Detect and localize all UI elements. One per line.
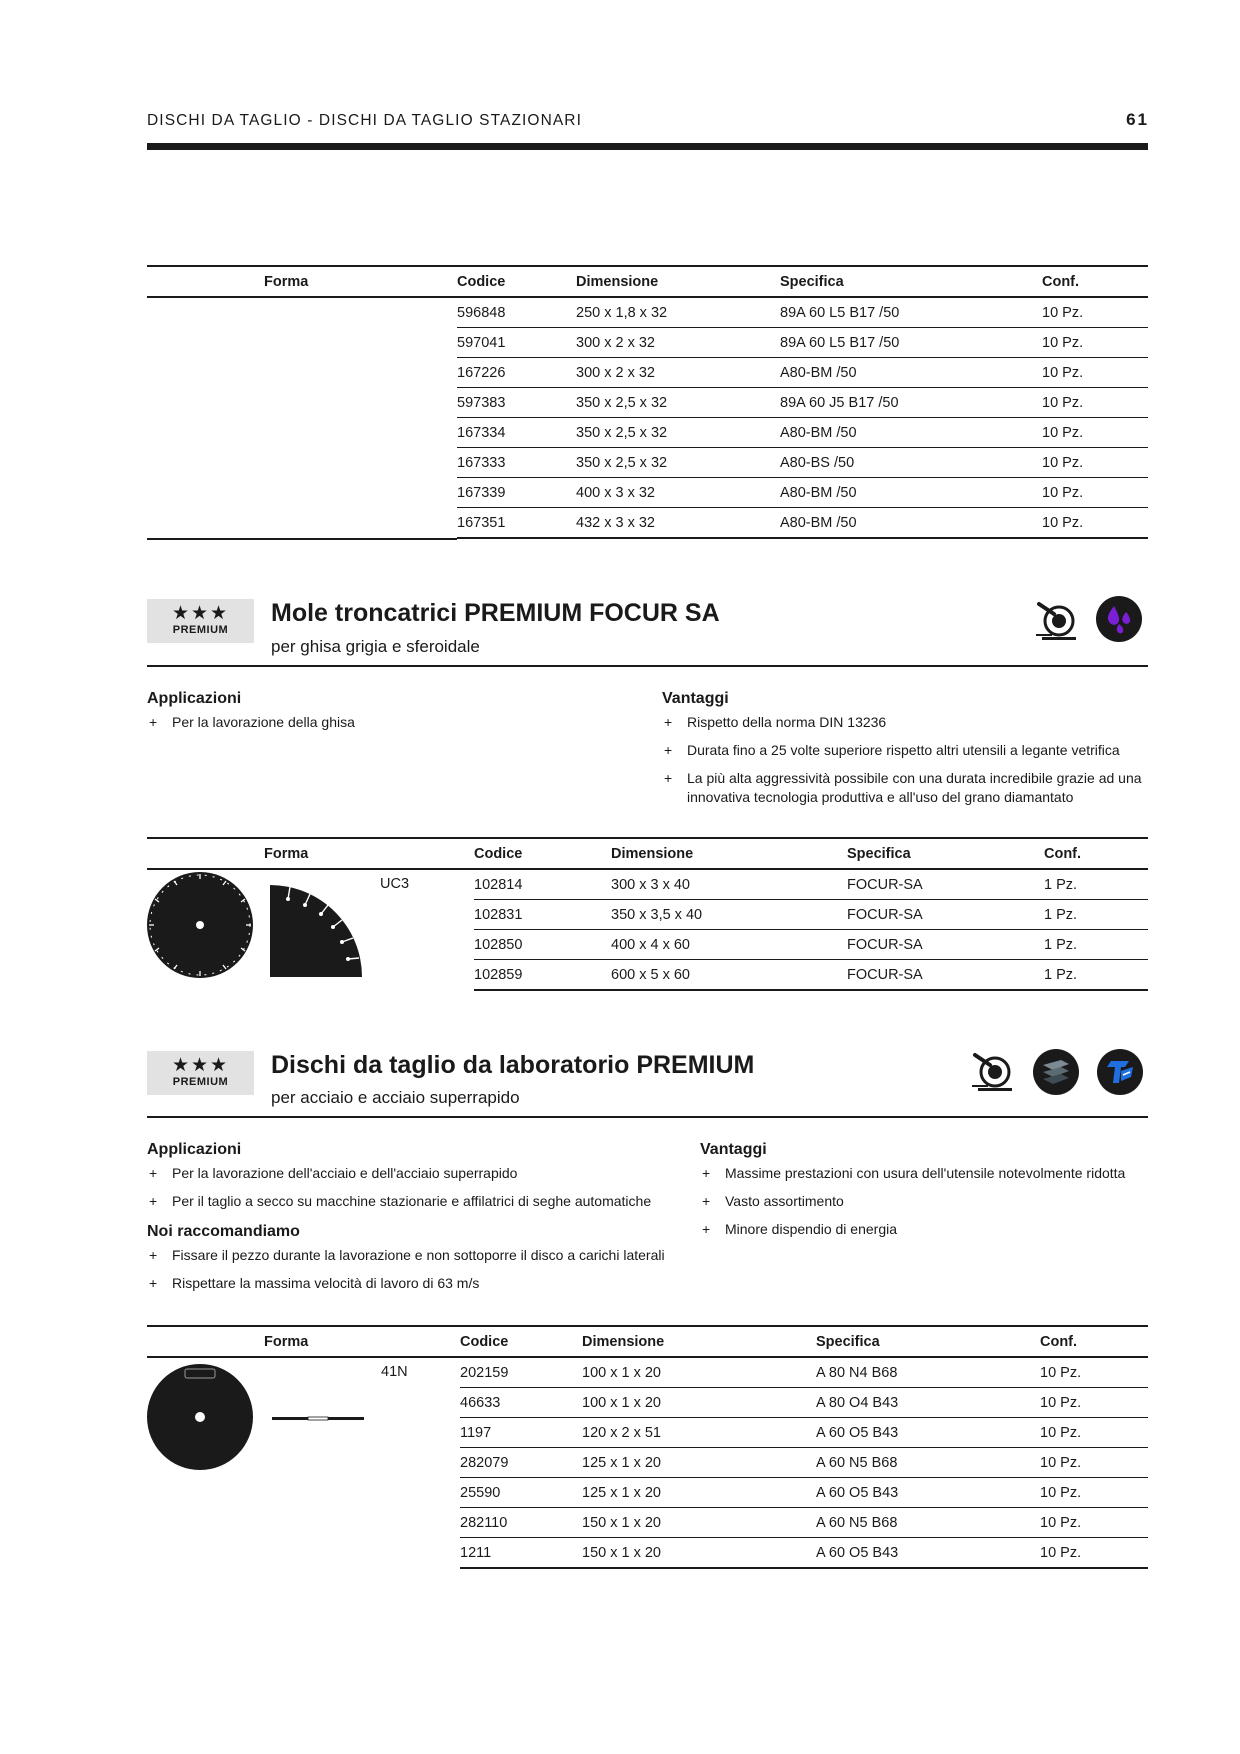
forma-cell <box>147 1357 460 1568</box>
specifica-cell: FOCUR-SA <box>847 900 1044 930</box>
conf-cell: 10 Pz. <box>1042 478 1148 508</box>
specifica-cell: A80-BM /50 <box>780 358 1042 388</box>
specifica-cell: FOCUR-SA <box>847 960 1044 991</box>
specifica-cell: A 80 O4 B43 <box>816 1388 1040 1418</box>
specifica-cell: A 60 O5 B43 <box>816 1478 1040 1508</box>
list-item: + Fissare il pezzo durante la lavorazione e non sottoporre il disco a carichi laterali <box>147 1246 687 1265</box>
badge-label: PREMIUM <box>172 624 229 636</box>
col-codice: Codice <box>474 838 611 869</box>
applicazioni-heading: Applicazioni <box>147 1141 242 1158</box>
dimensione-cell: 300 x 2 x 32 <box>576 358 780 388</box>
dimensione-cell: 350 x 2,5 x 32 <box>576 418 780 448</box>
codice-cell: 102831 <box>474 900 611 930</box>
star-icon: ★★★ <box>171 1055 230 1076</box>
applicazioni-list <box>147 1164 687 1220</box>
dimensione-cell: 400 x 3 x 32 <box>576 478 780 508</box>
list-item: + La più alta aggressività possibile con una durata incredibile grazie ad una innovativa tecnologia produttiva e all'uso del grano diamantato <box>662 769 1148 807</box>
conf-cell: 1 Pz. <box>1044 930 1148 960</box>
dimensione-cell: 100 x 1 x 20 <box>582 1388 816 1418</box>
table-header-row <box>147 1326 1148 1357</box>
dimensione-cell: 250 x 1,8 x 32 <box>576 297 780 328</box>
raccomandiamo-heading: Noi raccomandiamo <box>147 1223 300 1240</box>
dimensione-cell: 600 x 5 x 60 <box>611 960 847 991</box>
stationary-cutoff-machine-icon <box>970 1051 1016 1100</box>
product-table-2 <box>147 837 1148 991</box>
cast-iron-drops-icon <box>1096 596 1142 642</box>
applicazioni-heading: Applicazioni <box>147 690 242 707</box>
conf-cell: 10 Pz. <box>1040 1478 1148 1508</box>
conf-cell: 1 Pz. <box>1044 900 1148 930</box>
dimensione-cell: 125 x 1 x 20 <box>582 1448 816 1478</box>
col-specifica: Specifica <box>816 1326 1040 1357</box>
conf-cell: 10 Pz. <box>1042 388 1148 418</box>
star-icon: ★★★ <box>171 603 230 624</box>
specifica-cell: FOCUR-SA <box>847 930 1044 960</box>
col-forma: Forma <box>147 266 457 297</box>
dimensione-cell: 400 x 4 x 60 <box>611 930 847 960</box>
conf-cell: 10 Pz. <box>1042 418 1148 448</box>
list-item: + Per la lavorazione della ghisa <box>147 713 627 732</box>
table-row <box>147 1357 1148 1388</box>
col-dimensione: Dimensione <box>576 266 780 297</box>
list-item: + Per la lavorazione dell'acciaio e dell'acciaio superrapido <box>147 1164 687 1183</box>
col-dimensione: Dimensione <box>611 838 847 869</box>
codice-cell: 597383 <box>457 388 576 418</box>
conf-cell: 10 Pz. <box>1042 448 1148 478</box>
vantaggi-list <box>700 1164 1148 1248</box>
conf-cell: 10 Pz. <box>1040 1448 1148 1478</box>
codice-cell: 167226 <box>457 358 576 388</box>
dimensione-cell: 150 x 1 x 20 <box>582 1538 816 1569</box>
codice-cell: 596848 <box>457 297 576 328</box>
col-forma: Forma <box>147 838 474 869</box>
shape-code: 41N <box>381 1364 408 1380</box>
conf-cell: 10 Pz. <box>1040 1538 1148 1569</box>
conf-cell: 10 Pz. <box>1042 297 1148 328</box>
section-rule <box>147 1116 1148 1118</box>
product-table-1 <box>147 265 1148 539</box>
dimensione-cell: 300 x 2 x 32 <box>576 328 780 358</box>
col-codice: Codice <box>460 1326 582 1357</box>
codice-cell: 167334 <box>457 418 576 448</box>
table-header-row <box>147 838 1148 869</box>
codice-cell: 597041 <box>457 328 576 358</box>
dimensione-cell: 432 x 3 x 32 <box>576 508 780 539</box>
codice-cell: 1197 <box>460 1418 582 1448</box>
applicazioni-list <box>147 713 627 741</box>
badge-label: PREMIUM <box>172 1076 229 1088</box>
section-rule <box>147 665 1148 667</box>
dimensione-cell: 100 x 1 x 20 <box>582 1357 816 1388</box>
premium-badge <box>147 1051 254 1095</box>
specifica-cell: A80-BM /50 <box>780 478 1042 508</box>
codice-cell: 102850 <box>474 930 611 960</box>
list-item: + Rispettare la massima velocità di lavoro di 63 m/s <box>147 1274 687 1293</box>
specifica-cell: A80-BS /50 <box>780 448 1042 478</box>
codice-cell: 46633 <box>460 1388 582 1418</box>
section-title: Mole troncatrici PREMIUM FOCUR SA <box>271 599 720 627</box>
conf-cell: 10 Pz. <box>1042 508 1148 539</box>
list-item: + Durata fino a 25 volte superiore rispetto altri utensili a legante vetrifica <box>662 741 1148 760</box>
conf-cell: 10 Pz. <box>1042 328 1148 358</box>
col-conf: Conf. <box>1042 266 1148 297</box>
specifica-cell: FOCUR-SA <box>847 869 1044 900</box>
codice-cell: 167333 <box>457 448 576 478</box>
col-codice: Codice <box>457 266 576 297</box>
page-header-title: DISCHI DA TAGLIO - DISCHI DA TAGLIO STAZIONARI <box>147 112 583 129</box>
codice-cell: 1211 <box>460 1538 582 1569</box>
conf-cell: 10 Pz. <box>1042 358 1148 388</box>
dimensione-cell: 120 x 2 x 51 <box>582 1418 816 1448</box>
col-dimensione: Dimensione <box>582 1326 816 1357</box>
specifica-cell: A80-BM /50 <box>780 508 1042 539</box>
section-title: Dischi da taglio da laboratorio PREMIUM <box>271 1051 755 1079</box>
codice-cell: 202159 <box>460 1357 582 1388</box>
list-item: + Minore dispendio di energia <box>700 1220 1148 1239</box>
list-item: + Per il taglio a secco su macchine stazionarie e affilatrici di seghe automatiche <box>147 1192 687 1211</box>
dimensione-cell: 150 x 1 x 20 <box>582 1508 816 1538</box>
col-specifica: Specifica <box>780 266 1042 297</box>
list-item: + Massime prestazioni con usura dell'utensile notevolmente ridotta <box>700 1164 1148 1183</box>
codice-cell: 102859 <box>474 960 611 991</box>
conf-cell: 1 Pz. <box>1044 869 1148 900</box>
steel-icon <box>1033 1049 1079 1095</box>
col-specifica: Specifica <box>847 838 1044 869</box>
conf-cell: 10 Pz. <box>1040 1508 1148 1538</box>
table-header-row <box>147 266 1148 297</box>
dimensione-cell: 350 x 3,5 x 40 <box>611 900 847 930</box>
col-conf: Conf. <box>1044 838 1148 869</box>
shape-code: UC3 <box>380 876 410 892</box>
dimensione-cell: 350 x 2,5 x 32 <box>576 448 780 478</box>
page-number: 61 <box>1126 110 1149 129</box>
dimensione-cell: 350 x 2,5 x 32 <box>576 388 780 418</box>
disc-segment-section-image <box>270 885 362 977</box>
codice-cell: 282110 <box>460 1508 582 1538</box>
col-conf: Conf. <box>1040 1326 1148 1357</box>
specifica-cell: A 60 O5 B43 <box>816 1538 1040 1569</box>
header-rule <box>147 143 1148 150</box>
codice-cell: 167339 <box>457 478 576 508</box>
vantaggi-heading: Vantaggi <box>662 690 729 707</box>
forma-cell <box>147 869 474 990</box>
dimensione-cell: 300 x 3 x 40 <box>611 869 847 900</box>
specifica-cell: 89A 60 L5 B17 /50 <box>780 297 1042 328</box>
codice-cell: 102814 <box>474 869 611 900</box>
specifica-cell: A 80 N4 B68 <box>816 1357 1040 1388</box>
codice-cell: 25590 <box>460 1478 582 1508</box>
vantaggi-list <box>662 713 1148 816</box>
diamond-segment-disc-image <box>147 870 259 982</box>
conf-cell: 10 Pz. <box>1040 1357 1148 1388</box>
table-row <box>147 297 1148 328</box>
raccomandiamo-list <box>147 1246 687 1302</box>
codice-cell: 282079 <box>460 1448 582 1478</box>
conf-cell: 10 Pz. <box>1040 1418 1148 1448</box>
specifica-cell: A 60 N5 B68 <box>816 1508 1040 1538</box>
conf-cell: 10 Pz. <box>1040 1388 1148 1418</box>
premium-badge <box>147 599 254 643</box>
table-row <box>147 869 1148 900</box>
vantaggi-heading: Vantaggi <box>700 1141 767 1158</box>
specifica-cell: A 60 O5 B43 <box>816 1418 1040 1448</box>
specifica-cell: A 60 N5 B68 <box>816 1448 1040 1478</box>
disc-profile-image <box>272 1414 364 1422</box>
hss-steel-icon <box>1097 1049 1143 1095</box>
specifica-cell: 89A 60 L5 B17 /50 <box>780 328 1042 358</box>
table1-bottom-left-rule <box>147 538 457 540</box>
conf-cell: 1 Pz. <box>1044 960 1148 991</box>
section-subtitle: per acciaio e acciaio superrapido <box>271 1088 520 1107</box>
list-item: + Vasto assortimento <box>700 1192 1148 1211</box>
dimensione-cell: 125 x 1 x 20 <box>582 1478 816 1508</box>
stationary-cutoff-machine-icon <box>1034 600 1080 649</box>
section-subtitle: per ghisa grigia e sferoidale <box>271 637 480 656</box>
forma-cell-empty <box>147 297 457 538</box>
specifica-cell: A80-BM /50 <box>780 418 1042 448</box>
codice-cell: 167351 <box>457 508 576 539</box>
col-forma: Forma <box>147 1326 460 1357</box>
product-table-3 <box>147 1325 1148 1569</box>
list-item: + Rispetto della norma DIN 13236 <box>662 713 1148 732</box>
specifica-cell: 89A 60 J5 B17 /50 <box>780 388 1042 418</box>
flat-cutting-disc-image <box>147 1364 255 1472</box>
